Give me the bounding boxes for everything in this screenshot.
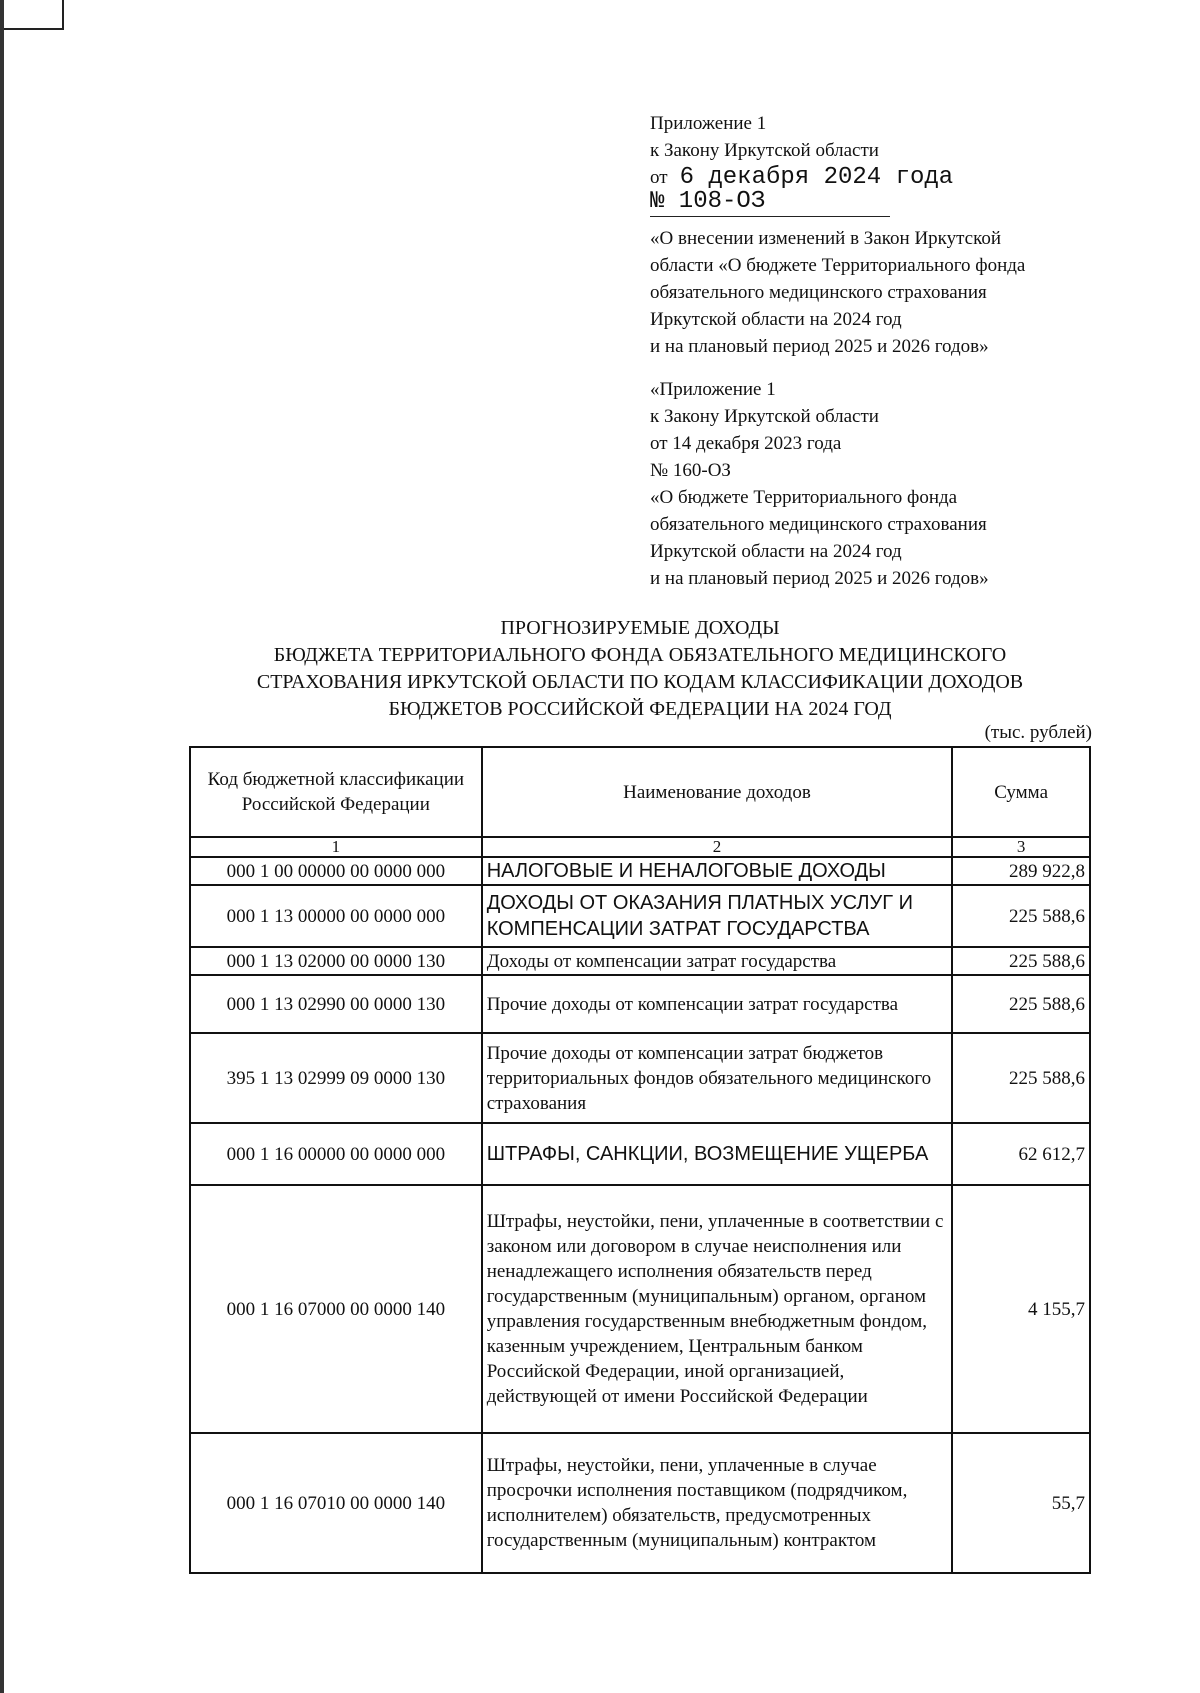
original-appendix-line: Иркутской области на 2024 год bbox=[650, 541, 902, 562]
column-number: 3 bbox=[952, 837, 1090, 857]
table-row bbox=[190, 1185, 1090, 1433]
row-sum: 225 588,6 bbox=[952, 885, 1090, 947]
row-name: Штрафы, неустойки, пени, уплаченные в соответствии с законом или договором в случае неисполнения или ненадлежащего исполнения обязательств перед государственным (муниципальным) органом, органом управления государственным внебюджетным фондом, казенным учреждением, Центральным банком Российской Федерации, иной организацией, действующей от имени Российской Федерации bbox=[482, 1185, 953, 1433]
header-sum: Сумма bbox=[952, 747, 1090, 837]
document-title bbox=[150, 615, 1130, 723]
appendix-date-row bbox=[650, 164, 1120, 191]
row-code: 000 1 16 07010 00 0000 140 bbox=[190, 1433, 482, 1573]
row-name: Доходы от компенсации затрат государства bbox=[482, 947, 953, 975]
units-label: (тыс. рублей) bbox=[984, 722, 1092, 743]
header-code: Код бюджетной классификации Российской Федерации bbox=[190, 747, 482, 837]
table-row bbox=[190, 1033, 1090, 1123]
row-code: 000 1 13 00000 00 0000 000 bbox=[190, 885, 482, 947]
table-row bbox=[190, 1123, 1090, 1185]
table-row bbox=[190, 857, 1090, 885]
original-appendix-line: и на плановый период 2025 и 2026 годов» bbox=[650, 568, 989, 589]
row-name: ДОХОДЫ ОТ ОКАЗАНИЯ ПЛАТНЫХ УСЛУГ И КОМПЕНСАЦИИ ЗАТРАТ ГОСУДАРСТВА bbox=[482, 885, 953, 947]
scan-edge-mark bbox=[0, 0, 64, 30]
row-code: 000 1 16 07000 00 0000 140 bbox=[190, 1185, 482, 1433]
appendix-number-field bbox=[650, 188, 890, 217]
appendix-subject-line: Иркутской области на 2024 год bbox=[650, 309, 902, 330]
row-name: ШТРАФЫ, САНКЦИИ, ВОЗМЕЩЕНИЕ УЩЕРБА bbox=[482, 1123, 953, 1185]
row-sum: 62 612,7 bbox=[952, 1123, 1090, 1185]
row-sum: 289 922,8 bbox=[952, 857, 1090, 885]
row-sum: 55,7 bbox=[952, 1433, 1090, 1573]
appendix-subject-line: «О внесении изменений в Закон Иркутской bbox=[650, 228, 1002, 249]
original-appendix-line: «Приложение 1 bbox=[650, 379, 776, 400]
original-appendix-line: к Закону Иркутской области bbox=[650, 406, 879, 427]
income-table bbox=[189, 746, 1091, 1574]
original-appendix-line: «О бюджете Территориального фонда bbox=[650, 487, 958, 508]
column-number: 2 bbox=[482, 837, 953, 857]
column-number: 1 bbox=[190, 837, 482, 857]
row-sum: 4 155,7 bbox=[952, 1185, 1090, 1433]
appendix-date-typed: 6 декабря 2024 года bbox=[679, 164, 954, 191]
row-name: Прочие доходы от компенсации затрат бюджетов территориальных фондов обязательного медицинского страхования bbox=[482, 1033, 953, 1123]
row-name: Штрафы, неустойки, пени, уплаченные в случае просрочки исполнения поставщиком (подрядчиком, исполнителем) обязательств, предусмотренных государственным (муниципальным) контрактом bbox=[482, 1433, 953, 1573]
header-name: Наименование доходов bbox=[482, 747, 953, 837]
appendix-subject-line: и на плановый период 2025 и 2026 годов» bbox=[650, 336, 989, 357]
title-line: СТРАХОВАНИЯ ИРКУТСКОЙ ОБЛАСТИ ПО КОДАМ КЛАССИФИКАЦИИ ДОХОДОВ bbox=[256, 671, 1024, 693]
row-code: 000 1 16 00000 00 0000 000 bbox=[190, 1123, 482, 1185]
appendix-number-typed: № 108-ОЗ bbox=[650, 188, 766, 215]
table-header-row bbox=[190, 747, 1090, 837]
row-code: 000 1 13 02000 00 0000 130 bbox=[190, 947, 482, 975]
row-code: 000 1 00 00000 00 0000 000 bbox=[190, 857, 482, 885]
appendix-subject-line: обязательного медицинского страхования bbox=[650, 282, 987, 303]
column-number-row bbox=[190, 837, 1090, 857]
row-code: 395 1 13 02999 09 0000 130 bbox=[190, 1033, 482, 1123]
original-appendix-line: от 14 декабря 2023 года bbox=[650, 433, 842, 454]
row-sum: 225 588,6 bbox=[952, 1033, 1090, 1123]
appendix-header bbox=[650, 110, 1120, 592]
original-appendix-line: обязательного медицинского страхования bbox=[650, 514, 987, 535]
appendix-title: Приложение 1 bbox=[650, 113, 767, 134]
appendix-law-line: к Закону Иркутской области bbox=[650, 140, 879, 161]
row-name: Прочие доходы от компенсации затрат государства bbox=[482, 975, 953, 1033]
appendix-date-prefix: от bbox=[650, 167, 668, 188]
title-line: БЮДЖЕТОВ РОССИЙСКОЙ ФЕДЕРАЦИИ НА 2024 ГОД bbox=[388, 698, 892, 720]
original-appendix-line: № 160-ОЗ bbox=[650, 460, 731, 481]
table-row bbox=[190, 947, 1090, 975]
title-line: БЮДЖЕТА ТЕРРИТОРИАЛЬНОГО ФОНДА ОБЯЗАТЕЛЬНОГО МЕДИЦИНСКОГО bbox=[273, 644, 1007, 666]
title-line: ПРОГНОЗИРУЕМЫЕ ДОХОДЫ bbox=[500, 617, 780, 639]
appendix-subject-line: области «О бюджете Территориального фонда bbox=[650, 255, 1026, 276]
table-row bbox=[190, 885, 1090, 947]
row-name: НАЛОГОВЫЕ И НЕНАЛОГОВЫЕ ДОХОДЫ bbox=[482, 857, 953, 885]
table-row bbox=[190, 1433, 1090, 1573]
row-code: 000 1 13 02990 00 0000 130 bbox=[190, 975, 482, 1033]
row-sum: 225 588,6 bbox=[952, 975, 1090, 1033]
row-sum: 225 588,6 bbox=[952, 947, 1090, 975]
table-row bbox=[190, 975, 1090, 1033]
